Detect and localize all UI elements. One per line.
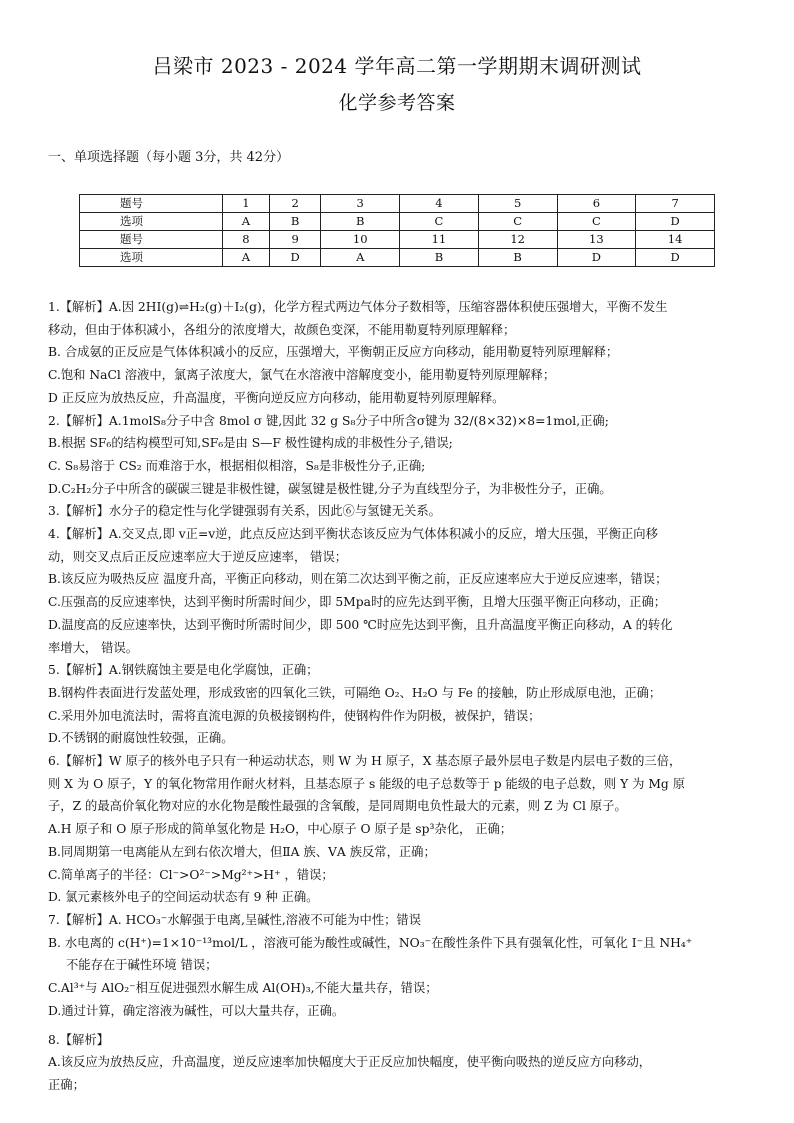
answer-cell: 14	[636, 231, 715, 249]
explanation-line: C.压强高的反应速率快，达到平衡时所需时间少，即 5Mpa时的应先达到平衡，且增大压强平衡正向移动，正确；	[48, 595, 667, 610]
answer-cell: B	[321, 213, 400, 231]
answer-cell: C	[478, 213, 557, 231]
answer-cell: 3	[321, 195, 400, 213]
answer-cell: A	[321, 249, 400, 267]
answer-cell: D	[269, 249, 321, 267]
explanation-line: B.该反应为吸热反应 温度升高，平衡正向移动，则在第二次达到平衡之前，正反应速率应大于逆反应速率，错误；	[48, 572, 668, 587]
explanation-line: 6.【解析】W 原子的核外电子只有一种运动状态，则 W 为 H 原子，X 基态原子最外层电子数是内层电子数的三倍，	[48, 754, 682, 769]
explanation-line: C.Al³⁺与 AlO₂⁻相互促进强烈水解生成 Al(OH)₃,不能大量共存，错误；	[48, 981, 438, 996]
explanation-line: A.H 原子和 O 原子形成的简单氢化物是 H₂O，中心原子 O 原子是 sp³杂化， 正确；	[48, 822, 513, 837]
answer-cell: 11	[400, 231, 479, 249]
answer-cell: 12	[478, 231, 557, 249]
answer-table-row	[80, 249, 715, 267]
explanation-line: B.钢构件表面进行发蓝处理，形成致密的四氧化三铁，可隔绝 O₂、H₂O 与 Fe 的接触，防止形成原电池，正确；	[48, 685, 662, 700]
answer-cell: D	[557, 249, 636, 267]
answer-cell: A	[223, 213, 270, 231]
answer-table	[79, 194, 715, 267]
answer-cell: A	[223, 249, 270, 267]
answer-cell: 5	[478, 195, 557, 213]
explanation-line: C. S₈易溶于 CS₂ 而难溶于水，根据相似相溶，S₈是非极性分子,正确;	[48, 458, 426, 473]
explanation-line: 子，Z 的最高价氧化物对应的水化物是酸性最强的含氧酸，是同周期电负性最大的元素，则 Z 为 Cl 原子。	[48, 799, 627, 814]
explanation-body	[48, 296, 748, 1097]
explanation-line: A.该反应为放热反应，升高温度，逆反应速率加快幅度大于正反应加快幅度，使平衡向吸热的逆反应方向移动，	[48, 1055, 652, 1070]
explanation-line: C.简单离子的半径：Cl⁻>O²⁻>Mg²⁺>H⁺ ，错误；	[48, 867, 334, 882]
explanation-line: 正确；	[48, 1077, 85, 1092]
answer-cell: C	[557, 213, 636, 231]
explanation-line: 率增大， 错误。	[48, 640, 138, 655]
explanation-line: C.饱和 NaCl 溶液中，氯离子浓度大，氯气在水溶液中溶解度变小，能用勒夏特列原理解释；	[48, 368, 556, 383]
explanation-line: C.采用外加电流法时，需将直流电源的负极接钢构件，使钢构件作为阴极，被保护，错误；	[48, 708, 541, 723]
explanation-line: B. 合成氨的正反应是气体体积减小的反应，压强增大，平衡朝正反应方向移动，能用勒夏特列原理解释；	[48, 345, 619, 360]
row-header-cell: 选项	[80, 249, 223, 267]
document-subtitle: 化学参考答案	[338, 92, 456, 114]
explanation-line: 动，则交叉点后正反应速率应大于逆反应速率， 错误；	[48, 549, 348, 564]
answer-cell: 6	[557, 195, 636, 213]
explanation-line: B. 水电离的 c(H⁺)=1×10⁻¹³mol/L ，溶液可能为酸性或碱性，NO₃⁻在酸性条件下具有强氧化性，可氧化 I⁻且 NH₄⁺	[48, 935, 693, 950]
explanation-line: D.温度高的反应速率快，达到平衡时所需时间少，即 500 ℃时应先达到平衡，且升高温度平衡正向移动，A 的转化	[48, 617, 673, 632]
explanation-line: D.C₂H₂分子中所含的碳碳三键是非极性键，碳氢键是极性键,分子为直线型分子，为非极性分子，正确。	[48, 481, 612, 496]
answer-cell: 1	[223, 195, 270, 213]
explanation-line: 2.【解析】A.1molS₈分子中含 8mol σ 键,因此 32 g S₈分子中所含σ键为 32/(8×32)×8=1mol,正确;	[48, 413, 609, 428]
answer-cell: 4	[400, 195, 479, 213]
answer-cell: 2	[269, 195, 321, 213]
answer-cell: B	[400, 249, 479, 267]
explanation-line: 不能存在于碱性环境 错误；	[66, 958, 218, 973]
explanation-line: D. 氯元素核外电子的空间运动状态有 9 种 正确。	[48, 890, 319, 905]
answer-table-row	[80, 213, 715, 231]
explanation-line: 3.【解析】水分子的稳定性与化学键强弱有关系，因此⑥与氢键无关系。	[48, 504, 441, 519]
explanation-line: 7.【解析】A. HCO₃⁻水解强于电离,呈碱性,溶液不可能为中性；错误	[48, 912, 422, 927]
explanation-line: D.不锈钢的耐腐蚀性较强，正确。	[48, 731, 234, 746]
answer-table-row	[80, 195, 715, 213]
answer-cell: D	[636, 213, 715, 231]
answer-cell: 13	[557, 231, 636, 249]
explanation-line: D.通过计算，确定溶液为碱性，可以大量共存，正确。	[48, 1003, 345, 1018]
explanation-line: D 正反应为放热反应，升高温度，平衡向逆反应方向移动，能用勒夏特列原理解释。	[48, 390, 505, 405]
answer-cell: D	[636, 249, 715, 267]
explanation-line: 则 X 为 O 原子，Y 的氧化物常用作耐火材料，且基态原子 s 能级的电子总数等于 p 能级的电子总数，则 Y 为 Mg 原	[48, 776, 686, 791]
row-header-cell: 选项	[80, 213, 223, 231]
document-title: 吕梁市 2023 - 2024 学年高二第一学期期末调研测试	[152, 54, 642, 78]
explanation-line: B.同周期第一电离能从左到右依次增大，但ⅡA 族、ⅤA 族反常，正确；	[48, 844, 436, 859]
answer-table-row	[80, 231, 715, 249]
answer-cell: 9	[269, 231, 321, 249]
row-header-cell: 题号	[80, 195, 223, 213]
explanation-line: 移动，但由于体积减小，各组分的浓度增大，故颜色变深，不能用勒夏特列原理解释；	[48, 322, 516, 337]
explanation-line: B.根据 SF₆的结构模型可知,SF₆是由 S—F 极性键构成的非极性分子,错误;	[48, 436, 453, 451]
section-heading: 一、单项选择题（每小题 3分，共 42分）	[48, 150, 290, 165]
answer-cell: C	[400, 213, 479, 231]
explanation-line: 8.【解析】	[48, 1032, 109, 1047]
explanation-line: 1.【解析】A.因 2HI(g)⇌H₂(g)＋I₂(g)，化学方程式两边气体分子数相等，压缩容器体积使压强增大，平衡不发生	[48, 300, 668, 314]
row-header-cell: 题号	[80, 231, 223, 249]
answer-cell: 10	[321, 231, 400, 249]
answer-cell: B	[269, 213, 321, 231]
answer-cell: 8	[223, 231, 270, 249]
explanation-line: 5.【解析】A.钢铁腐蚀主要是电化学腐蚀，正确；	[48, 663, 319, 678]
answer-cell: 7	[636, 195, 715, 213]
explanation-line: 4.【解析】A.交叉点,即 v正=v逆，此点反应达到平衡状态该反应为气体体积减小的反应，增大压强，平衡正向移	[48, 527, 658, 542]
answer-cell: B	[478, 249, 557, 267]
